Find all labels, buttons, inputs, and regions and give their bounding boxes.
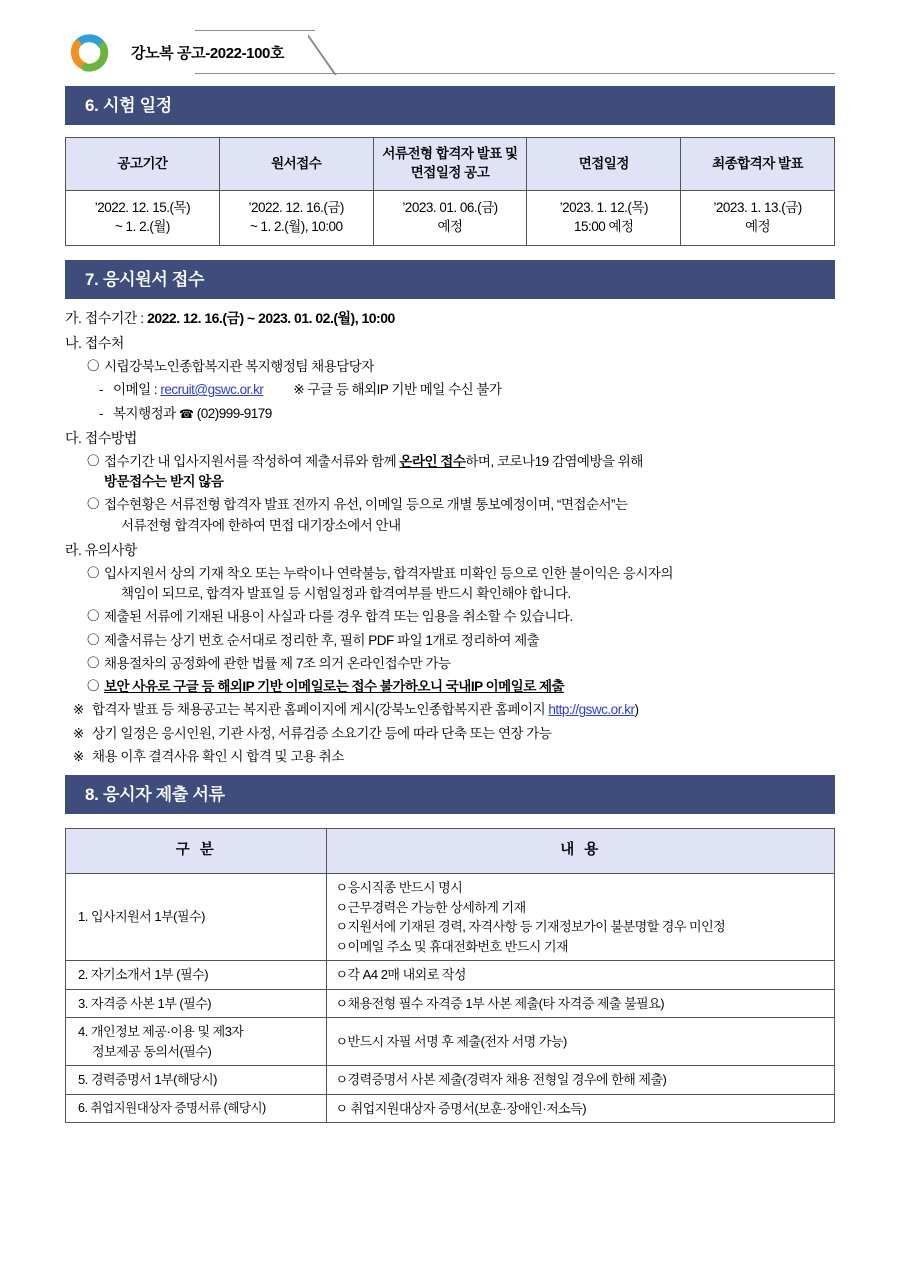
phone-line: [99, 404, 835, 424]
column-header-interview-schedule: 면접일정: [527, 138, 681, 191]
table-row: [66, 961, 835, 990]
notice-item-security: [87, 677, 835, 697]
notice-item: [87, 564, 835, 605]
circle-bullet-icon: 〇: [87, 497, 100, 512]
email-link[interactable]: recruit@gswc.or.kr: [160, 382, 264, 398]
cell-document-description: ㅇ경력증명서 사본 제출(경력자 채용 전형일 경우에 한해 제출): [327, 1066, 835, 1095]
table-row: [66, 874, 835, 961]
exam-schedule-table: [65, 137, 835, 246]
column-header-notice-period: 공고기간: [66, 138, 220, 191]
method-2-line2: 서류전형 합격자에 한하여 면접 대기장소에서 안내: [121, 517, 401, 533]
notice-item: [87, 607, 835, 627]
masthead-diagonal: [308, 29, 354, 75]
circle-bullet-icon: 〇: [87, 632, 100, 647]
table-row: [66, 1018, 835, 1066]
application-method-label: 다. 접수방법: [65, 429, 137, 446]
table-header-row: [66, 829, 835, 874]
application-method-bullet-1: [87, 452, 835, 493]
method-1-line2: 방문접수는 받지 않음: [104, 474, 224, 489]
circle-bullet-icon: 〇: [87, 609, 100, 624]
table-row: [66, 191, 835, 246]
masthead: [65, 0, 835, 82]
column-header-final-result: 최종합격자 발표: [681, 138, 835, 191]
cell-document-description: ㅇ각 A4 2매 내외로 작성: [327, 961, 835, 990]
cell-document-name: 2. 자기소개서 1부 (필수): [66, 961, 327, 990]
dash-bullet-icon: -: [99, 382, 103, 398]
telephone-icon: ☎: [178, 406, 194, 421]
section-heading-8: 8. 응시자 제출 서류: [65, 775, 835, 814]
asterisk-note-homepage: [73, 700, 835, 720]
asterisk-note-schedule: ※ 상기 일정은 응시인원, 기관 사정, 서류검증 소요기간 등에 따라 단축 또는 연장 가능: [73, 724, 835, 744]
notice-item: [87, 631, 835, 651]
notice-1-line1: 입사지원서 상의 기재 착오 또는 누락이나 연락불능, 합격자발표 미확인 등으로 인한 불이익은 응시자의: [104, 565, 673, 581]
circle-bullet-icon: 〇: [87, 565, 100, 580]
table-row: [66, 989, 835, 1018]
table-row: [66, 1066, 835, 1095]
application-period-value: 2022. 12. 16.(금) ~ 2023. 01. 02.(월), 10:00: [147, 310, 395, 326]
cell-document-description: ㅇ반드시 자필 서명 후 제출(전자 서명 가능): [327, 1018, 835, 1066]
homepage-note-post: ): [634, 702, 639, 718]
cell-document-name: 1. 입사지원서 1부(필수): [66, 874, 327, 961]
circle-bullet-icon: 〇: [87, 655, 100, 670]
department-label: 복지행정과: [113, 405, 176, 421]
circle-bullet-icon: 〇: [87, 359, 100, 373]
notice-item: [87, 654, 835, 674]
organization-logo-icon: [67, 29, 113, 75]
cell-notice-period: ’2022. 12. 15.(목) ~ 1. 2.(월): [66, 191, 220, 246]
circle-bullet-icon: 〇: [87, 453, 100, 468]
email-line: [99, 380, 835, 400]
asterisk-icon: ※: [73, 702, 84, 718]
section-heading-6: 6. 시험 일정: [65, 86, 835, 125]
cell-application: ’2022. 12. 16.(금) ~ 1. 2.(월), 10:00: [219, 191, 373, 246]
cell-document-name: 4. 개인정보 제공·이용 및 제3자 정보제공 동의서(필수): [66, 1018, 327, 1066]
notice-1-line2: 책임이 되므로, 합격자 발표일 등 시험일정과 합격여부를 반드시 확인해야 합니다.: [121, 586, 571, 601]
masthead-title: 강노복 공고-2022-100호: [131, 44, 285, 62]
table-row: [66, 1094, 835, 1123]
asterisk-icon: ※: [73, 725, 84, 741]
method-2-line1: 접수현황은 서류전형 합격자 발표 전까지 유선, 이메일 등으로 개별 통보예정이며, “면접순서”는: [104, 497, 628, 513]
column-header-category: 구 분: [66, 829, 327, 874]
cell-document-name: 3. 자격증 사본 1부 (필수): [66, 989, 327, 1018]
required-documents-table: [65, 828, 835, 1123]
cell-interview-schedule: ’2023. 1. 12.(목) 15:00 예정: [527, 191, 681, 246]
masthead-rule: [195, 73, 835, 74]
cell-final-result: ’2023. 1. 13.(금) 예정: [681, 191, 835, 246]
column-header-application: 원서접수: [219, 138, 373, 191]
method-1-emphasis: 온라인 접수: [399, 453, 466, 469]
method-1-pre: 접수기간 내 입사지원서를 작성하여 제출서류와 함께: [104, 453, 400, 469]
reception-office-bullet: 〇 시립강북노인종합복지관 복지행정팀 채용담당자: [87, 359, 374, 374]
cell-document-description: ㅇ응시직종 반드시 명시 ㅇ근무경력은 가능한 상세하게 기재 ㅇ지원서에 기재된 경력, 자격사항 등 기재정보가이 불분명할 경우 미인정 ㅇ이메일 주소 및 휴대전화번호 반드시 기재: [327, 874, 835, 961]
column-header-description: 내 용: [327, 829, 835, 874]
circle-bullet-icon: 〇: [87, 679, 100, 693]
homepage-link[interactable]: http://gswc.or.kr: [548, 702, 635, 718]
notice-2-line1: 제출된 서류에 기재된 내용이 사실과 다를 경우 합격 또는 임용을 취소할 수 있습니다.: [104, 609, 573, 625]
masthead-rule-top: [195, 30, 315, 31]
phone-number: (02)999-9179: [196, 405, 272, 421]
notice-4-line1: 채용절차의 공정화에 관한 법률 제 7조 의거 온라인접수만 가능: [104, 655, 451, 671]
cell-document-screening-result: ’2023. 01. 06.(금) 예정: [373, 191, 527, 246]
application-period-line: [65, 308, 835, 329]
cell-document-name: 5. 경력증명서 1부(해당시): [66, 1066, 327, 1095]
asterisk-icon: ※: [73, 748, 84, 764]
asterisk-note-disqualification: ※ 채용 이후 결격사유 확인 시 합격 및 고용 취소: [73, 747, 835, 767]
dash-bullet-icon: -: [99, 405, 103, 421]
cell-document-description: ㅇ채용전형 필수 자격증 1부 사본 제출(타 자격증 제출 불필요): [327, 989, 835, 1018]
notice-5-line1: 보안 사유로 구글 등 해외IP 기반 이메일로는 접수 불가하오니 국내IP 이메일로 제출: [104, 679, 565, 694]
column-header-document-screening-result: 서류전형 합격자 발표 및 면접일정 공고: [373, 138, 527, 191]
email-label: 이메일 :: [113, 382, 161, 398]
cell-document-name: 6. 취업지원대상자 증명서류 (해당시): [66, 1094, 327, 1123]
method-1-post: 하며, 코로나19 감염예방을 위해: [465, 453, 643, 469]
application-method-bullet-2: [87, 495, 835, 536]
email-overseas-note: ※ 구글 등 해외IP 기반 메일 수신 불가: [293, 382, 502, 398]
notices-label: 라. 유의사항: [65, 541, 137, 558]
application-period-label: 가. 접수기간 :: [65, 310, 148, 326]
reception-office-label: 나. 접수처: [65, 335, 124, 351]
table-header-row: [66, 138, 835, 191]
homepage-note-pre: 합격자 발표 등 채용공고는 복지관 홈페이지에 게시(강북노인종합복지관 홈페이지: [92, 702, 549, 718]
section-heading-7: 7. 응시원서 접수: [65, 260, 835, 299]
section7-body: [65, 308, 835, 767]
cell-document-description: ㅇ 취업지원대상자 증명서(보훈·장애인·저소득): [327, 1094, 835, 1123]
notice-3-line1: 제출서류는 상기 번호 순서대로 정리한 후, 필히 PDF 파일 1개로 정리하여 제출: [104, 632, 540, 648]
